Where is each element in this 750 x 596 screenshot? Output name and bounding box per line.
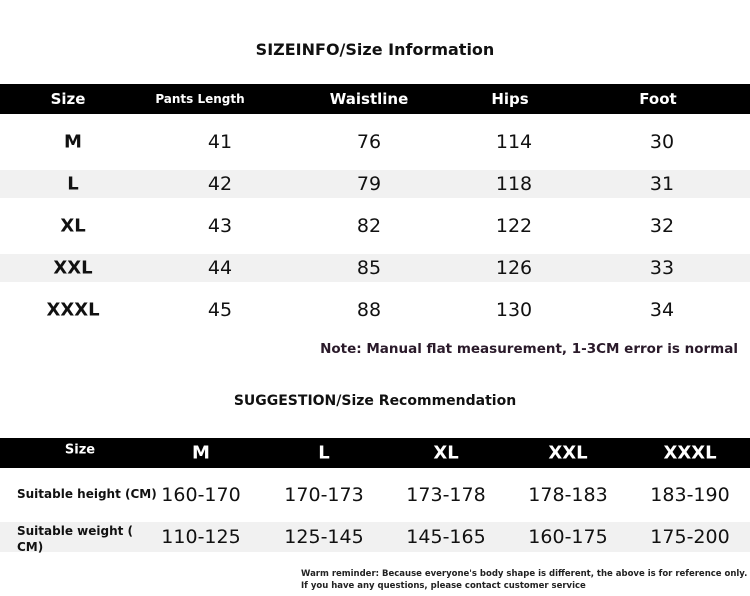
size-info-cell-foot: 32 <box>649 215 675 237</box>
size-info-cell-size: L <box>67 173 79 195</box>
recommendation-header-size: Size <box>64 442 96 458</box>
size-info-header-pants-length: Pants Length <box>155 92 245 106</box>
size-recommendation-header-row <box>0 438 750 468</box>
warm-reminder <box>301 568 747 592</box>
size-info-cell-foot: 31 <box>649 173 675 195</box>
warm-reminder-line: If you have any questions, please contact customer service <box>301 581 586 591</box>
size-info-cell-pants-length: 44 <box>207 257 233 279</box>
size-info-header-foot: Foot <box>639 90 677 108</box>
suitable-height-value: 173-178 <box>406 484 486 506</box>
warm-reminder-line: Warm reminder: Because everyone's body shape is different, the above is for reference only. <box>301 569 748 579</box>
suitable-height-label-line: Suitable height (CM) <box>17 487 157 501</box>
recommendation-header-xxxl: XXXL <box>663 442 717 464</box>
recommendation-header-xxl: XXL <box>548 442 588 464</box>
size-info-cell-hips: 114 <box>495 131 533 153</box>
size-info-cell-hips: 130 <box>495 299 533 321</box>
size-info-cell-waistline: 76 <box>356 131 382 153</box>
measurement-note: Note: Manual flat measurement, 1-3CM error is normal <box>320 341 738 357</box>
size-info-cell-size: XL <box>60 215 86 237</box>
size-recommendation-title: SUGGESTION/Size Recommendation <box>233 393 517 409</box>
size-info-cell-hips: 118 <box>495 173 533 195</box>
size-info-title: SIZEINFO/Size Information <box>255 40 495 59</box>
size-info-cell-waistline: 88 <box>356 299 382 321</box>
size-info-header-waistline: Waistline <box>329 90 409 108</box>
suitable-weight-value: 125-145 <box>284 526 364 548</box>
size-info-cell-waistline: 79 <box>356 173 382 195</box>
recommendation-header-l: L <box>318 442 330 464</box>
suitable-weight-label-line: CM) <box>17 540 44 554</box>
size-info-cell-hips: 122 <box>495 215 533 237</box>
suitable-weight-value: 110-125 <box>161 526 241 548</box>
suitable-weight-value: 145-165 <box>406 526 486 548</box>
size-info-cell-size: M <box>64 131 82 153</box>
size-info-header-row <box>0 84 750 114</box>
size-info-cell-pants-length: 42 <box>207 173 233 195</box>
size-info-cell-hips: 126 <box>495 257 533 279</box>
suitable-weight-value: 175-200 <box>650 526 730 548</box>
suitable-height-value: 178-183 <box>528 484 608 506</box>
size-info-cell-size: XXL <box>53 257 93 279</box>
size-info-cell-waistline: 85 <box>356 257 382 279</box>
suitable-height-label <box>17 486 157 502</box>
size-info-cell-waistline: 82 <box>356 215 382 237</box>
size-info-header-size: Size <box>50 90 86 108</box>
size-info-cell-foot: 34 <box>649 299 675 321</box>
suitable-weight-label-line: Suitable weight ( <box>17 524 134 538</box>
suitable-weight-value: 160-175 <box>528 526 608 548</box>
size-info-cell-pants-length: 43 <box>207 215 233 237</box>
size-info-cell-size: XXXL <box>46 299 100 321</box>
size-info-cell-pants-length: 45 <box>207 299 233 321</box>
suitable-height-value: 183-190 <box>650 484 730 506</box>
size-info-cell-foot: 33 <box>649 257 675 279</box>
size-info-cell-pants-length: 41 <box>207 131 233 153</box>
suitable-height-value: 170-173 <box>284 484 364 506</box>
suitable-weight-label <box>17 523 133 555</box>
recommendation-header-m: M <box>192 442 210 464</box>
size-info-cell-foot: 30 <box>649 131 675 153</box>
size-info-header-hips: Hips <box>491 90 529 108</box>
recommendation-header-xl: XL <box>433 442 459 464</box>
suitable-height-value: 160-170 <box>161 484 241 506</box>
